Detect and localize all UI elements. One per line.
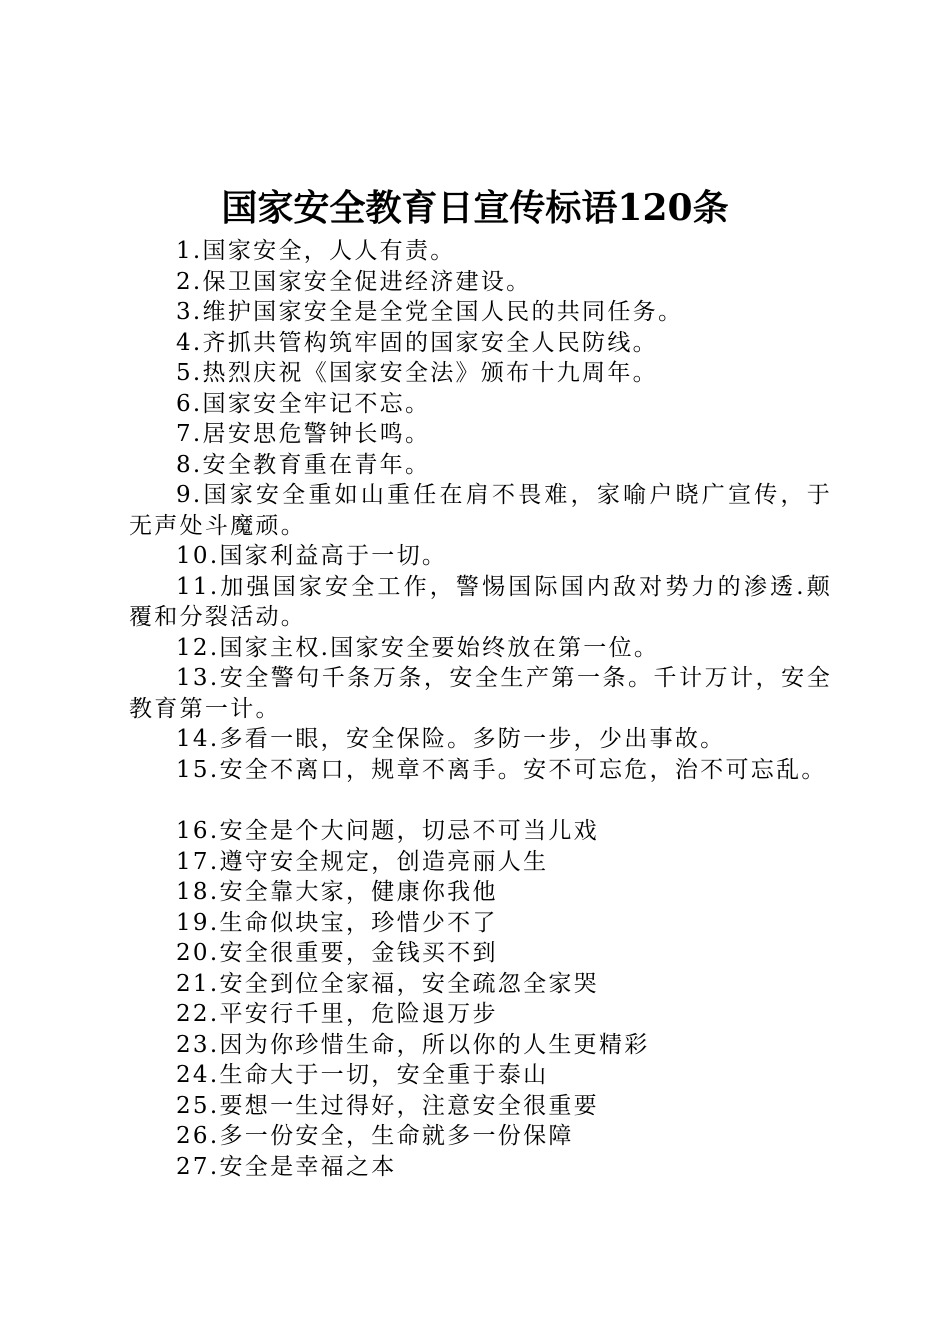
list-item: 13.安全警句千条万条，安全生产第一条。千计万计，安全教育第一计。 xyxy=(129,665,832,722)
list-item: 24.生命大于一切，安全重于泰山 xyxy=(176,1062,549,1088)
list-item: 4.齐抓共管构筑牢固的国家安全人民防线。 xyxy=(176,329,658,356)
list-item: 11.加强国家安全工作，警惕国际国内敌对势力的渗透.颠覆和分裂活动。 xyxy=(129,573,832,630)
list-item: 8.安全教育重在青年。 xyxy=(176,451,431,478)
list-item: 22.平安行千里，危险退万步 xyxy=(176,1001,498,1027)
list-item: 19.生命似块宝，珍惜少不了 xyxy=(176,909,498,936)
slogan-list xyxy=(129,236,832,1182)
list-item: 17.遵守安全规定，创造亮丽人生 xyxy=(176,848,549,875)
list-item: 2.保卫国家安全促进经济建设。 xyxy=(176,268,532,295)
list-item: 25.要想一生过得好，注意安全很重要 xyxy=(176,1092,599,1119)
list-item: 10.国家利益高于一切。 xyxy=(176,543,448,569)
paragraph-gap xyxy=(129,785,832,816)
list-item: 6.国家安全牢记不忘。 xyxy=(176,390,431,417)
list-item: 7.居安思危警钟长鸣。 xyxy=(176,421,431,447)
list-item: 15.安全不离口，规章不离手。安不可忘危，治不可忘乱。 xyxy=(176,756,827,783)
list-item: 21.安全到位全家福，安全疏忽全家哭 xyxy=(176,970,599,997)
list-item: 23.因为你珍惜生命，所以你的人生更精彩 xyxy=(176,1031,650,1058)
list-item: 18.安全靠大家，健康你我他 xyxy=(176,879,498,905)
list-item: 9.国家安全重如山重任在肩不畏难，家喻户晓广宣传，于无声处斗魔顽。 xyxy=(129,482,832,539)
list-item: 26.多一份安全，生命就多一份保障 xyxy=(176,1123,574,1149)
list-item: 20.安全很重要，金钱买不到 xyxy=(176,940,498,966)
list-item: 14.多看一眼，安全保险。多防一步，少出事故。 xyxy=(176,726,726,752)
list-item: 3.维护国家安全是全党全国人民的共同任务。 xyxy=(176,299,684,325)
list-item: 12.国家主权.国家安全要始终放在第一位。 xyxy=(176,634,660,661)
document-title: 国家安全教育日宣传标语120条 xyxy=(221,187,729,229)
list-item: 1.国家安全，人人有责。 xyxy=(176,238,456,264)
list-item: 5.热烈庆祝《国家安全法》颁布十九周年。 xyxy=(176,360,658,386)
list-item: 27.安全是幸福之本 xyxy=(176,1153,397,1180)
list-item: 16.安全是个大问题，切忌不可当儿戏 xyxy=(176,818,599,844)
